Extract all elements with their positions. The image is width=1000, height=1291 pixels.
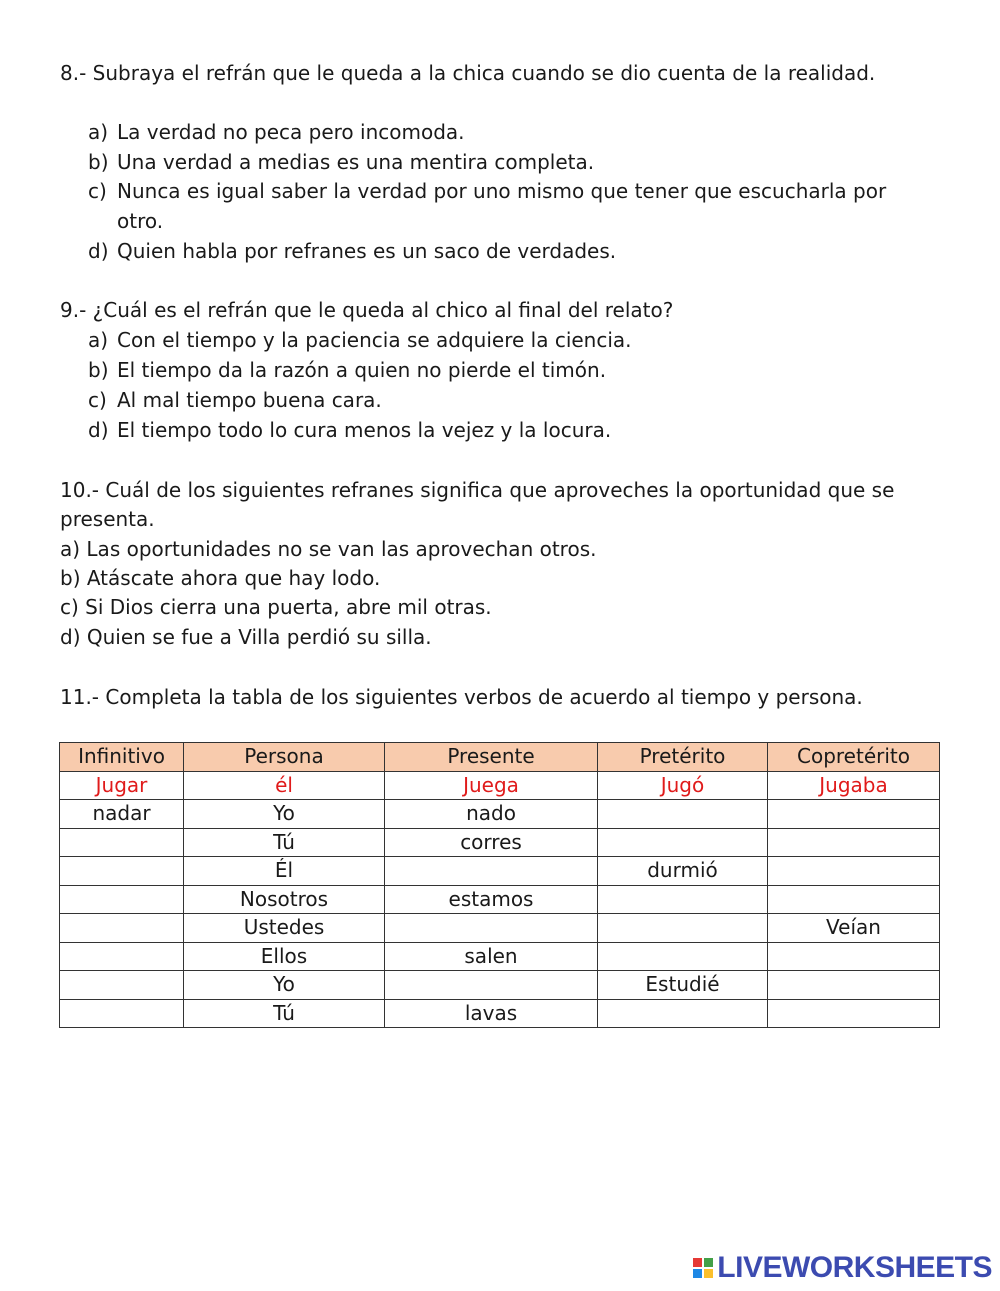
table-cell[interactable]: [768, 857, 940, 886]
table-row: [60, 828, 940, 857]
logo-block: [704, 1269, 713, 1278]
table-cell[interactable]: Estudié: [598, 971, 768, 1000]
header-persona: Persona: [184, 743, 385, 772]
q8-option-b[interactable]: [88, 147, 594, 177]
table-cell[interactable]: [598, 800, 768, 829]
table-cell: Yo: [184, 971, 385, 1000]
table-cell[interactable]: [60, 971, 184, 1000]
table-cell: Nosotros: [184, 885, 385, 914]
table-cell[interactable]: [60, 999, 184, 1028]
header-preterito: Pretérito: [598, 743, 768, 772]
option-letter: d): [88, 418, 109, 442]
liveworksheets-logo: [693, 1253, 992, 1283]
table-cell[interactable]: [768, 942, 940, 971]
table-row: [60, 914, 940, 943]
table-cell[interactable]: [60, 857, 184, 886]
option-letter: c): [88, 388, 107, 412]
question-10-prompt: 10.- Cuál de los siguientes refranes significa que aproveches la oportunidad que se: [60, 478, 895, 502]
q8-option-a[interactable]: [88, 117, 465, 147]
option-text: La verdad no peca pero incomoda.: [117, 120, 465, 144]
example-cell: Jugaba: [768, 771, 940, 800]
table-cell[interactable]: lavas: [385, 999, 598, 1028]
option-text: El tiempo todo lo cura menos la vejez y la locura.: [117, 418, 612, 442]
table-cell: Yo: [184, 800, 385, 829]
q9-option-a[interactable]: [88, 325, 632, 355]
q9-option-b[interactable]: [88, 355, 606, 385]
table-cell: Tú: [184, 999, 385, 1028]
table-cell[interactable]: [598, 914, 768, 943]
table-cell[interactable]: [598, 828, 768, 857]
logo-block: [693, 1258, 702, 1267]
table-cell[interactable]: [768, 885, 940, 914]
q10-option-a[interactable]: a) Las oportunidades no se van las aprovechan otros.: [60, 537, 597, 561]
option-letter: b): [88, 358, 109, 382]
table-cell[interactable]: [385, 857, 598, 886]
table-cell[interactable]: durmió: [598, 857, 768, 886]
table-cell[interactable]: [60, 828, 184, 857]
table-cell[interactable]: [60, 942, 184, 971]
table-cell[interactable]: nadar: [60, 800, 184, 829]
table-row: [60, 942, 940, 971]
table-row: [60, 800, 940, 829]
logo-block: [693, 1269, 702, 1278]
option-letter: b): [88, 150, 109, 174]
table-cell[interactable]: Veían: [768, 914, 940, 943]
table-cell: Ellos: [184, 942, 385, 971]
table-cell[interactable]: [60, 885, 184, 914]
option-letter: a): [88, 120, 109, 144]
option-text: Quien habla por refranes es un saco de verdades.: [117, 239, 617, 263]
table-cell[interactable]: estamos: [385, 885, 598, 914]
table-cell[interactable]: [768, 800, 940, 829]
option-letter: c): [88, 179, 107, 203]
table-row: [60, 857, 940, 886]
logo-text: LIVEWORKSHEETS: [717, 1251, 992, 1284]
verb-conjugation-table: [59, 742, 940, 1028]
question-11-prompt: 11.- Completa la tabla de los siguientes verbos de acuerdo al tiempo y persona.: [60, 685, 863, 709]
table-cell[interactable]: [385, 914, 598, 943]
table-cell[interactable]: [768, 828, 940, 857]
q8-option-d[interactable]: [88, 236, 616, 266]
option-text: El tiempo da la razón a quien no pierde el timón.: [117, 358, 607, 382]
header-copreterito: Copretérito: [768, 743, 940, 772]
question-9-prompt: 9.- ¿Cuál es el refrán que le queda al chico al final del relato?: [60, 298, 674, 322]
table-row: [60, 971, 940, 1000]
example-cell: Jugó: [598, 771, 768, 800]
option-text: Al mal tiempo buena cara.: [117, 388, 382, 412]
table-row: [60, 885, 940, 914]
example-cell: Juega: [385, 771, 598, 800]
q10-option-b[interactable]: b) Atáscate ahora que hay lodo.: [60, 566, 381, 590]
table-cell: Él: [184, 857, 385, 886]
q8-option-c-continuation: otro.: [117, 209, 164, 233]
table-cell: Ustedes: [184, 914, 385, 943]
option-text: Con el tiempo y la paciencia se adquiere la ciencia.: [117, 328, 632, 352]
option-letter: d): [88, 239, 109, 263]
table-row: [60, 999, 940, 1028]
table-header-row: [60, 743, 940, 772]
q10-option-d[interactable]: d) Quien se fue a Villa perdió su silla.: [60, 625, 432, 649]
header-infinitivo: Infinitivo: [60, 743, 184, 772]
q10-option-c[interactable]: c) Si Dios cierra una puerta, abre mil otras.: [60, 595, 492, 619]
table-cell[interactable]: [768, 971, 940, 1000]
q8-option-c[interactable]: [88, 176, 886, 206]
option-text: Nunca es igual saber la verdad por uno mismo que tener que escucharla por: [117, 179, 887, 203]
table-cell[interactable]: nado: [385, 800, 598, 829]
table-cell[interactable]: corres: [385, 828, 598, 857]
table-cell: Tú: [184, 828, 385, 857]
logo-block: [704, 1258, 713, 1267]
example-cell: él: [184, 771, 385, 800]
table-cell[interactable]: [768, 999, 940, 1028]
example-cell: Jugar: [60, 771, 184, 800]
question-8-prompt: 8.- Subraya el refrán que le queda a la chica cuando se dio cuenta de la realidad.: [60, 61, 876, 85]
table-cell[interactable]: [598, 999, 768, 1028]
table-cell[interactable]: [385, 971, 598, 1000]
header-presente: Presente: [385, 743, 598, 772]
table-cell[interactable]: salen: [385, 942, 598, 971]
table-cell[interactable]: [598, 942, 768, 971]
example-row: [60, 771, 940, 800]
option-text: Una verdad a medias es una mentira completa.: [117, 150, 595, 174]
q9-option-d[interactable]: [88, 415, 611, 445]
q9-option-c[interactable]: [88, 385, 382, 415]
logo-blocks-icon: [693, 1258, 713, 1278]
table-cell[interactable]: [60, 914, 184, 943]
table-cell[interactable]: [598, 885, 768, 914]
option-letter: a): [88, 328, 109, 352]
question-10-prompt-continuation: presenta.: [60, 507, 155, 531]
